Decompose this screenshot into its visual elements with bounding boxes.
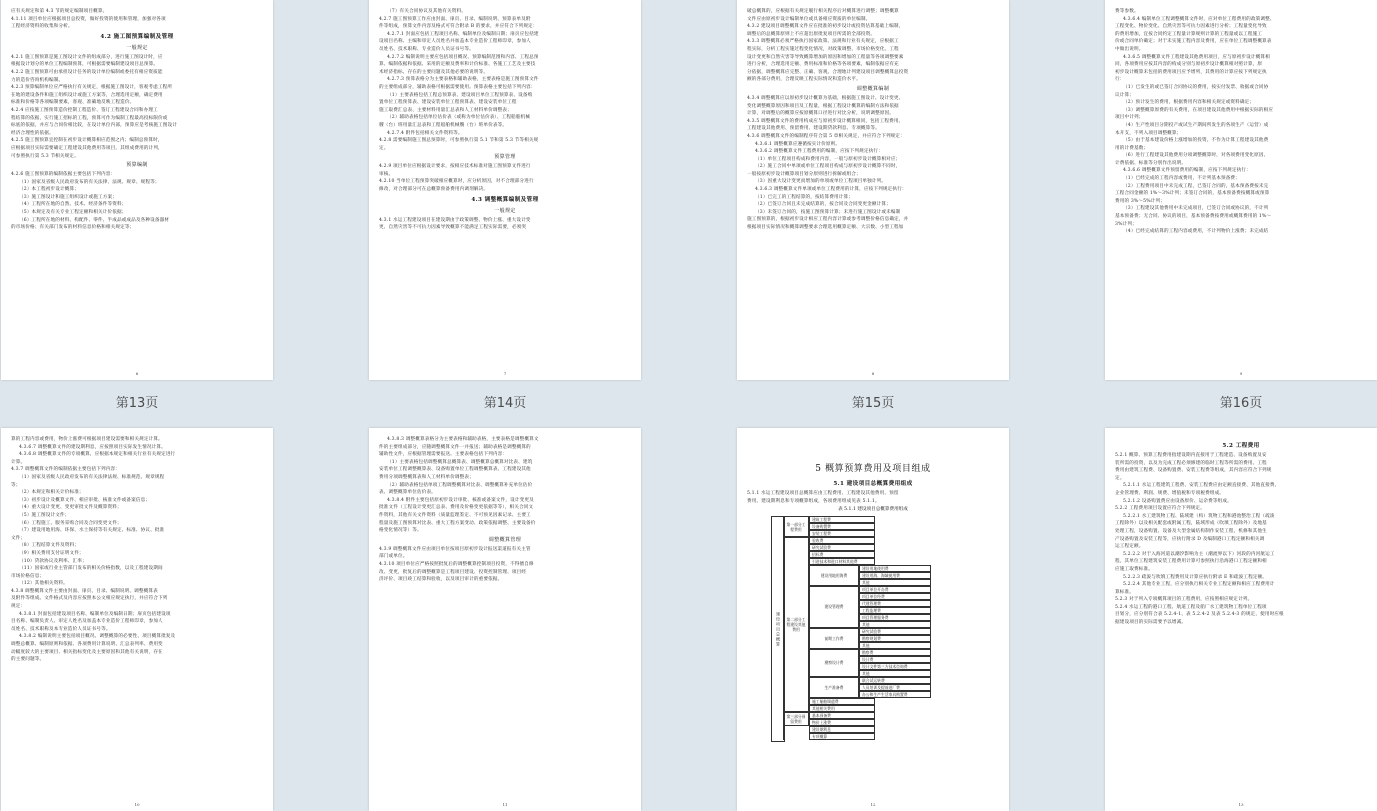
tree-leaf: 其他 bbox=[859, 642, 931, 649]
page-thumbnail[interactable] bbox=[1105, 0, 1377, 380]
tree-group bbox=[783, 726, 809, 740]
text-line: （1）已完工的工程结算的，按结算费用计算； bbox=[755, 194, 853, 200]
subsection-heading: 调整概算编制 bbox=[856, 85, 890, 92]
text-line: 4.2.7.1 封面应包括工程项目名称、编制单位及编制日期；扉页应包括建 bbox=[387, 31, 539, 37]
page-thumbnail[interactable] bbox=[1, 428, 273, 811]
section-heading: 4.2 施工图预算编制及管理 bbox=[100, 33, 174, 40]
text-line: 分依据，调整概算应完整、正确、客观、合理地计列建设项目调整概算总投资 bbox=[747, 69, 909, 75]
text-line: 力的造价咨询机构编制。 bbox=[11, 77, 64, 83]
section-heading: 5.2 工程费用 bbox=[1222, 443, 1260, 449]
text-line: 施工图预算的，根据初步设计相应工程内容计算或参考调整价格信息确定，并 bbox=[747, 217, 909, 223]
text-line: （6）工程所在地的材料、构配件、零件、半成品或成品及各种设备器材 bbox=[19, 217, 170, 223]
tree-item: 基本预备费 bbox=[809, 712, 875, 719]
tree-item: 其他相关费用 bbox=[809, 705, 875, 712]
tree-leaf: 设计文件第三方技术咨询费 bbox=[859, 663, 931, 670]
text-line: 费等参数。 bbox=[1115, 9, 1139, 14]
page-thumbnail[interactable] bbox=[1105, 428, 1377, 811]
text-line: 基本预备费；无合同、协议的项目，基本预备费按费用或概算费用的 1%～ bbox=[1115, 214, 1272, 220]
text-line: 运工程定额。 bbox=[1115, 544, 1144, 550]
text-line: 5.2.1.1 水运工程建筑工程费、安装工程费应由定额直接费、其他直接费、 bbox=[1123, 483, 1280, 489]
text-line: 置单位工程预算表、建设安装单位工程预算表、建设安装单位工程 bbox=[379, 100, 517, 106]
text-line: 行： bbox=[1115, 77, 1125, 83]
text-line: 产设备购置及安装工程等，应执行附录 D 及编制港口工程定额和相关调 bbox=[1115, 536, 1265, 542]
text-line: 定。 bbox=[1115, 475, 1125, 481]
text-line: （2）辅助表格包括单项工程调整概算对比表、调整概算补充单位估价 bbox=[387, 482, 533, 488]
text-line: 费用的 3%～5%计列； bbox=[1115, 198, 1165, 204]
page-thumbnail[interactable] bbox=[369, 0, 641, 380]
text-line: 4.3.8.2 编制说明主要包括项目概况、调整概算的必要性、项目概算批复及 bbox=[19, 634, 176, 640]
text-line: 4.3.5 调整概算文件的费用构成应与原初步设计概算相同，包括工程费用、 bbox=[747, 118, 904, 124]
text-line: 件的主要组成部分，应随调整概算文件一并报送；辅助表格是调整概算的 bbox=[379, 444, 531, 450]
text-line: 经济合理性的依据。 bbox=[11, 130, 54, 136]
text-line: 在地的建设条件和施工组织设计或施工方案等，合理选用定额，确定费用 bbox=[11, 92, 163, 98]
text-line: 件等组成，预算文件内容及格式可符合附录 B 的要求，并应符合下列规定： bbox=[379, 24, 538, 30]
text-line: 4.3.6.7 调整概算文件的建设期利息，应按照项目实际发生情况计算。 bbox=[19, 444, 166, 450]
text-line: （8）工程结算文件及资料； bbox=[19, 543, 79, 549]
text-line: 5.2.3 对于列入专项概算项目的工程费用，应按照相应规定计列。 bbox=[1115, 597, 1253, 603]
text-line: 4.3.6.6 调整概算文件预留费用的编制，应按下列规定执行： bbox=[1123, 168, 1251, 174]
text-line: 4.3.8.3 调整概算表格分为主要表格和辅助表格，主要表格是调整概算文 bbox=[387, 437, 539, 442]
text-line: 格变化情况等）等。 bbox=[379, 528, 422, 534]
tree-subgroup: 前期工作费 bbox=[809, 628, 859, 649]
text-line: 程量及施工图预算对比表、重大工程方案变动、政策依据调整、主要设备价 bbox=[379, 520, 536, 526]
text-line: 5.2.1 概算、预算工程费用指建设期内直接用于工程建造、设备购置及安 bbox=[1115, 453, 1267, 458]
text-line: 表、调整概算单位估价表。 bbox=[379, 490, 436, 496]
text-line: 费用由建筑工程费、设备购置费、安装工程费等组成，其内容应符合下列规 bbox=[1115, 468, 1272, 474]
text-line: 定。 bbox=[379, 145, 389, 151]
text-line: 根据项目实际情况和概算调整要求合理选用概算定额、大宗数、小型工程加 bbox=[747, 225, 904, 231]
page-text bbox=[379, 436, 631, 797]
text-line: 4.3.6 调整概算文件的编制程序符合第 5 章相关规定，并应符合下列规定： bbox=[747, 133, 905, 139]
text-line: （1）主要表格包括工程总预算表、建设项目单位工程预算表、设备购 bbox=[387, 92, 533, 98]
text-line: （4）已经完成结算的工程内容或费用，不计列物价上涨费；未完成结 bbox=[1123, 229, 1269, 235]
text-line: 费用分项调整概算表和人工材料单价调整表； bbox=[379, 474, 474, 480]
text-line: 4.2.7.4 附件包括相关文件资料等。 bbox=[387, 130, 463, 136]
page-label[interactable]: 第13页 bbox=[115, 396, 159, 411]
tree-leaf: 设计费 bbox=[859, 656, 931, 663]
text-line: 4.2.7.3 预算表格分为主要表格和辅助表格，主要表格是施工图预算文件 bbox=[387, 77, 539, 83]
text-line: 4.3.6.8 调整概算文件的专项概算，应根据本规定和相关行业有关规定进行 bbox=[19, 452, 176, 458]
text-line: 文件应由原初步设计编制单位或具备相应资质的单位编制。 bbox=[747, 16, 871, 22]
tree-root: 建设项目总概算 bbox=[771, 516, 785, 742]
text-line: 4.2.9 项目单位应根据设计要求，按相应技术标准对施工图预算文件进行 bbox=[379, 164, 531, 170]
text-line: 4.1.11 项目单位应根据项目总投资，做好投资的使用和管理，加强对各项 bbox=[11, 16, 166, 22]
text-line: （5）由于基本建设价格上涨增加的投资，不作为计算工程建设其他费 bbox=[1123, 138, 1269, 144]
tree-leaf: 勘察规划费 bbox=[859, 635, 931, 642]
page-text bbox=[747, 8, 999, 366]
tree-item: 验收费 bbox=[809, 537, 875, 544]
tree-leaf: 办公和生产生活家具购置费 bbox=[859, 691, 931, 698]
text-line: 应有关规定和第 4.3 节的规定编制项目概算。 bbox=[11, 9, 108, 14]
text-line: 4.2.1 施工图预算是施工图设计文件的组成部分，进行施工图设计时，应 bbox=[11, 54, 163, 60]
text-line: 4.2.2 施工图预算可由承担设计任务的设计单位编制或委托有相应资质能 bbox=[11, 69, 163, 75]
text-line: （5）施工图设计文件； bbox=[19, 512, 70, 518]
text-line: 的主要组成部分，辅助表格可根据需要使用。预算表格主要包括下列内容： bbox=[379, 84, 536, 90]
text-line: 4.3.3 调整概算必须严格执行国家政策、法规和行业有关规定，应根据工 bbox=[747, 39, 899, 45]
text-line: 4.3.7 调整概算文件的编制依据主要包括下列内容： bbox=[11, 467, 120, 473]
tree-leaf: 勘察费 bbox=[859, 649, 931, 656]
text-line: 费用、建设期利息和专项概算组成，各项费用组成见表 5.1.1。 bbox=[747, 498, 880, 504]
tree-leaf: 其他 bbox=[859, 621, 931, 628]
subsection-heading: 预算编制 bbox=[126, 162, 148, 169]
text-line: 5.2.2.1 水工建筑物工程、陆域建（构）筑物工程和港池整治工程（疏浚 bbox=[1123, 513, 1275, 519]
tree-subgroup: 生产准备费 bbox=[809, 677, 859, 698]
text-line: 艘（台）班用量汇总表和工程船舶机械艘（台）班单价表等。 bbox=[379, 122, 508, 128]
text-line: 程结算的依据，实行施工招标的工程，预算可作为编制工程最高投标限价或 bbox=[11, 115, 168, 121]
text-line: 5.2.1.2 设备购置费应由设备原价、运杂费等组成。 bbox=[1123, 498, 1232, 504]
page-thumbnail[interactable] bbox=[1, 0, 273, 380]
text-line: 济评价、项目竣工结算和验收，以及项目审计的重要依据。 bbox=[379, 577, 503, 583]
text-line: （5）本规定及有关专业工程定额和相关计价依据； bbox=[19, 210, 127, 216]
page-number: 9 bbox=[1239, 371, 1243, 376]
tree-subgroup: 建设管理费 bbox=[809, 586, 859, 628]
text-line: 4.3.6.4 编制单位工程调整概算文件时，应对单位工程费用的政策调整、 bbox=[1123, 16, 1275, 22]
text-line: （11）国家或行业主管部门发布的相关价格指数，以及工程建设期间 bbox=[19, 566, 163, 572]
text-line: （7）建设用地用海、环保、水土保持等有关规定、标准、协议、批准 bbox=[19, 528, 165, 534]
text-line: 处理工程，设备购置、设备及大型金属结构制作安装工程，机修和其他生 bbox=[1115, 528, 1267, 534]
page-label[interactable]: 第14页 bbox=[483, 396, 527, 411]
subsection-heading: 预算管理 bbox=[494, 154, 516, 161]
text-line: 的市场价格；有关部门发布的材料信息价格和相关规定等； bbox=[11, 225, 135, 231]
text-line: 计算。 bbox=[11, 459, 26, 465]
page-label[interactable]: 第16页 bbox=[1219, 396, 1263, 411]
text-line: 4.3.6.3 调整概算文件单项或单位工程费用的计算，应按下列规定执行： bbox=[755, 187, 907, 193]
text-line: 标准和价格等各项编制要素，客观、准确地反映工程造价。 bbox=[11, 100, 135, 106]
tree-item: 建设期利息 bbox=[809, 726, 875, 733]
text-line: （3）调整概算原费的有关费用，在项目建设其他费用中根据实际的相应 bbox=[1123, 107, 1274, 113]
text-line: 装所需的投资，以及为完成工程必须修建的临时工程等所需的费用。工程 bbox=[1115, 460, 1267, 466]
text-line: 4.3.9 调整概算文件应由项目单位按项目原初步设计报送渠道报有关主管 bbox=[379, 546, 531, 552]
text-line: 批准文件（工程设计变更汇总表、费用及价格变更依据等等），相关合同文 bbox=[379, 505, 534, 511]
text-line: （9）相关费用支付证明文件； bbox=[19, 550, 84, 556]
text-line: 件资料，其他有关文件资料（质量监理鉴定、不可预见因素记录、主要工 bbox=[379, 512, 531, 518]
text-line: 安装单位工程调整概算表、设备购置单位工程调整概算表、工程建设其他 bbox=[379, 467, 531, 473]
text-line: （2）预计发生的费用，根据费用内容和相关规定或资料确定； bbox=[1123, 100, 1255, 106]
text-line: 修改，对合理部分可在总概算预备费用内调剂解决。 bbox=[379, 187, 489, 193]
text-line: （1）国家及省级人民政府发布的有关法律、法规、规章、规程等； bbox=[19, 179, 160, 185]
page-number: 11 bbox=[502, 802, 508, 807]
table-caption: 表 5.1.1 建设项目总概算费用组成 bbox=[838, 507, 908, 513]
tree-group: 第二部分工程建设其他费用 bbox=[783, 537, 809, 712]
text-line: （4）生产性项目分期投产或试生产期间所发生的各项生产（运营）成 bbox=[1123, 122, 1269, 128]
text-line: 4.2.10 当单位工程预算突破相应概算时，应分析原因，对不合理部分进行 bbox=[379, 179, 534, 185]
page-number: 8 bbox=[871, 371, 875, 376]
text-line: （1）主要表格包括调整概算总概算表、调整概算总概算对比表、建筑 bbox=[387, 459, 533, 465]
text-line: 应施工取费标准。 bbox=[1115, 566, 1153, 572]
page-thumbnail[interactable] bbox=[737, 0, 1009, 380]
text-line: 4.3.8.4 附件主要包括原初步设计审批、核准或备案文件，设计变更及 bbox=[387, 497, 534, 503]
text-line: （2）施工合同中单项或单位工程项目构成与原初步设计概算不同时， bbox=[755, 164, 901, 170]
tree-leaf: 项目单位开办费 bbox=[859, 586, 931, 593]
tree-leaf: 建设用海、海域使用费 bbox=[859, 572, 931, 579]
text-line: 部门或单位。 bbox=[379, 554, 408, 560]
text-line: 4.2.7.2 编制说明主要应包括项目概况、预算编制范围和内容、工程总预 bbox=[387, 54, 539, 60]
text-line: （2）本规定和相关计价标准； bbox=[19, 490, 84, 496]
text-line: 工程建设其他费用、预留费用、建设期贷款利息、专项概算等。 bbox=[747, 126, 880, 132]
tree-item: 建筑工程费 bbox=[809, 516, 875, 523]
section-heading: 4.3 调整概算编制及管理 bbox=[471, 196, 539, 203]
text-line: （12）其他相关资料。 bbox=[19, 581, 68, 587]
text-line: 术经济指标、存在的主要问题及其他必要的说明等。 bbox=[379, 69, 489, 75]
text-line: （6）进行工程建设其他费用分项调整概算时，对各项费用变化原因、 bbox=[1123, 153, 1269, 159]
text-line: 工程除外）以及相关配套或附属工程，陆域形成（吹填工程除外）及地基 bbox=[1115, 521, 1267, 527]
tree-leaf: 代建管理费 bbox=[859, 600, 931, 607]
subsection-heading: 调整概算管理 bbox=[488, 536, 522, 543]
text-line: （4）工程所在地的自然、技术、经济条件等资料； bbox=[19, 202, 127, 208]
text-line: 的主要问题等。 bbox=[11, 657, 45, 663]
text-line: 5.2.2.2 对于入海河道以潮汐影响为主（潮流界以下）河段的内河航运工 bbox=[1123, 551, 1275, 557]
text-line: 设计变更和自然灾害等导致概算增加的原因和增加的工程量等各项调整要素 bbox=[747, 54, 904, 60]
text-line: （3）工程建设其他费用中未完成项目，已签订合同或协议的，不计列 bbox=[1123, 206, 1269, 212]
text-line: 目划分，应分别符合表 5.2.4-1、表 5.2.4-2 及表 5.2.4-3 的规定，使用时应根 bbox=[1115, 612, 1284, 618]
text-line: 用的计费基数； bbox=[1115, 145, 1149, 151]
text-line: 审核。 bbox=[379, 171, 394, 177]
text-line: 5.2.2.4 其他专业工程，应分别执行相关专业工程定额和相应工程费用计 bbox=[1123, 582, 1275, 588]
text-line: （1）国家及省级人民政府发布的有关法律法规、标准规范、规章规程 bbox=[19, 474, 165, 480]
page-number: 13 bbox=[1238, 802, 1244, 807]
text-line: 项目中计列； bbox=[1115, 115, 1144, 121]
text-line: （2）辅助表格包括单位估价表（或称为单位估价表）、工程船舶机械 bbox=[387, 115, 531, 121]
text-line: 算标准。 bbox=[1115, 589, 1134, 595]
text-line: 同，各项费用应按其内容的构成分别与原初步设计概算相对照计算，原 bbox=[1115, 62, 1263, 68]
text-line: 4.3.6.5 调整概算文件工程建设其他费用项目，应与原初步设计概算相 bbox=[1123, 54, 1270, 60]
text-line: 4.2.4 应按施工图预算造价控制工程造价、签订工程建设合同和办理工 bbox=[11, 107, 158, 113]
tree-leaf: 建设用地使用费 bbox=[859, 565, 931, 572]
text-line: 4.2.8 需要编制施工图总预算时，可参照执行第 5.1 节和第 5.3 节等相关规 bbox=[379, 138, 539, 144]
text-line: 议计算； bbox=[1115, 92, 1134, 98]
text-line: 算、编制依据和依据、采用的定额及费率和计价标准、各施工工艺及主要技 bbox=[379, 62, 536, 68]
text-line: （3）初步设计及概算文件、相应审批、核准文件或备案信息； bbox=[19, 497, 151, 503]
page-text bbox=[1115, 436, 1367, 797]
text-line: 4.2.3 预算编制单位应严格执行有关规定，根据施工图设计，客观考虑工程所 bbox=[11, 85, 173, 91]
text-line: 4.3.4 调整概算应以原初步设计概算为基础，根据施工图设计、设计变更、 bbox=[747, 95, 904, 101]
text-line: 程实际，分析工程实施过程变化情况，对政策调整、市场价格变化、工程 bbox=[747, 46, 899, 52]
tree-item: 引进技术和进口材料其他费 bbox=[809, 558, 875, 565]
text-line: 价或合同单价确定；对于未实施工程内容及费用，应在单位工程调整概算表 bbox=[1115, 39, 1272, 45]
text-line: 进行分析，合理选用定额、费用标准和价格等各项要素，编制依据应有充 bbox=[747, 62, 899, 68]
text-line: 破总概算的，应根据有关规定履行相关程序后对概算进行调整；调整概算 bbox=[747, 9, 899, 14]
text-line: 3%计列； bbox=[1115, 221, 1137, 227]
text-line: 5.2.2 工程费用项目设置应符合下列规定。 bbox=[1115, 506, 1205, 512]
text-line: 5.1.1 水运工程建设项目总概算应由工程费用、工程建设其他费用、预留 bbox=[747, 491, 899, 496]
page-text bbox=[1115, 8, 1367, 366]
text-line: 5.2.4 水运工程的港口工程、航道工程及船厂水工建筑物工程单位工程项 bbox=[1115, 604, 1267, 610]
text-line: 额的各部分费用，合理反映工程实际情况和造价水平。 bbox=[747, 77, 861, 83]
cost-composition-tree bbox=[771, 516, 971, 740]
tree-item: 安装工程费 bbox=[809, 530, 875, 537]
text-line: （2）本工程初步设计概算； bbox=[19, 187, 79, 193]
text-line: 及附件等组成。文件格式及内容应按照本公文相应规定执行，并应符合下列 bbox=[11, 596, 168, 602]
tree-leaf: 联合试运转费 bbox=[859, 677, 931, 684]
text-line: 员姓名、技术职称及本专业造价人员证书号等。 bbox=[11, 626, 111, 632]
tree-leaf: 其他 bbox=[859, 670, 931, 677]
tree-group: 第一部分工程费用 bbox=[783, 516, 809, 537]
tree-subgroup: 建设用地用海费 bbox=[809, 565, 859, 586]
page-text bbox=[11, 436, 263, 797]
text-line: 中做出说明。 bbox=[1115, 46, 1144, 52]
text-line: 目名称、编制负责人、审定人姓名及加盖本专业造价工程师印章，参加人 bbox=[11, 619, 163, 625]
text-line: 设项目名称、主编和审定人员姓名并加盖本专业造价工程师印章，参加人 bbox=[379, 39, 531, 45]
page-number: 7 bbox=[503, 371, 507, 376]
text-line: （2）已签订合同且未完成结算的，按合同及合同变更金额计算； bbox=[755, 202, 891, 208]
tree-leaf: 项目管理服务费 bbox=[859, 614, 931, 621]
text-line: 一般按原初步设计概算项目划分原则进行拆解或组合； bbox=[747, 171, 861, 177]
text-line: （3）因重大设计变更而增加的单项或单位工程项目单独计列。 bbox=[755, 179, 887, 185]
section-heading: 5.1 建设项目总概算费用组成 bbox=[833, 481, 913, 487]
text-line: 据建设项目的实际需要予以增减。 bbox=[1115, 620, 1187, 626]
text-line: 工程合同金额的 1%～3%计列；未签订合同的，基本预备费按概算或预算 bbox=[1115, 191, 1270, 197]
text-line: 4.3.8.1 封面包括建设项目名称、编制单位及编制日期；扉页包括建设项 bbox=[19, 611, 171, 617]
tree-group: 第三部分预留费用 bbox=[783, 712, 809, 726]
text-line: 更、自然灾害等不可抗力因素导致概算不能满足工程实际需要，必须突 bbox=[379, 225, 527, 231]
tree-item: 专项概算 bbox=[809, 733, 875, 740]
page-number: 6 bbox=[135, 371, 139, 376]
tree-leaf: 项目单位经费 bbox=[859, 593, 931, 600]
text-line: 应根据项目实际需要确定工程建设其他费用等项目，其组成费用的计列， bbox=[11, 145, 163, 151]
tree-leaf: 工程监理费 bbox=[859, 607, 931, 614]
text-line: 本开支，不列入项目调整概算； bbox=[1115, 130, 1182, 136]
text-line: 调整总概算、编制原则和依据、各项费用计算说明、汇总表列率、费用变 bbox=[11, 642, 163, 648]
text-line: 市场价格信息； bbox=[11, 573, 45, 579]
tree-leaf: 研究试验费 bbox=[859, 628, 931, 635]
tree-item: 设备购置费 bbox=[809, 523, 875, 530]
page-label[interactable]: 第15页 bbox=[851, 396, 895, 411]
text-line: （3）施工图设计和施工组织设计或施工方案； bbox=[19, 194, 117, 200]
text-line: 动幅度较大的主要项目、相关指标变化及主要原因和其他有关说明，存在 bbox=[11, 649, 163, 655]
page-text bbox=[11, 8, 263, 366]
page-text bbox=[379, 8, 631, 366]
text-line: 计费依据、标准等分别作出说明。 bbox=[1115, 160, 1187, 166]
text-line: 文件； bbox=[11, 535, 26, 541]
text-line: 算的工程内容或费用，物价上涨费可根据项目建设需要和相关规定计算。 bbox=[11, 437, 163, 442]
text-line: 4.2.5 施工图预算宜控制在初步设计概算相应范围之内；编制总预算时， bbox=[11, 138, 163, 144]
text-line: （10）贷款协议及利率、汇率； bbox=[19, 558, 87, 564]
tree-item: 研究试验费 bbox=[809, 544, 875, 551]
text-line: （7）有关合同协议及其他有关资料。 bbox=[387, 9, 466, 14]
text-line: 等； bbox=[11, 482, 21, 488]
text-line: 4.2.7 施工图预算工作应由封面、扉页、目录、编制说明、预算表单及附 bbox=[379, 16, 531, 22]
page-text bbox=[747, 436, 999, 797]
tree-subgroup: 勘察设计费 bbox=[809, 649, 859, 677]
text-line: 辅助性文件，应根据管理需要报送。主要表格包括下列内容： bbox=[379, 452, 508, 458]
page-number: 10 bbox=[134, 802, 140, 807]
text-line: 企业管理费、利润、规费、增值税和专项税费组成。 bbox=[1115, 490, 1225, 496]
text-line: 4.3.6.2 调整概算文件工程费用的编制，应按下列规定执行： bbox=[755, 149, 883, 155]
tree-item: 招标费 bbox=[809, 551, 875, 558]
tree-item: 物价上涨费 bbox=[809, 719, 875, 726]
text-line: 4.3.6.1 调整概算应遵循按实计价原则。 bbox=[755, 141, 841, 147]
text-line: 施工取费汇总表、主要材料用量汇总表和人工材料单价调整表； bbox=[379, 107, 512, 113]
text-line: 工程变化、物价变化、自然灾害等可抗力因素进行分析；工程量变化导致 bbox=[1115, 24, 1267, 30]
text-line: 4.2.6 施工图预算的编制依据主要包括下列内容： bbox=[11, 172, 116, 178]
text-line: 可参照执行第 5.3 节相关规定。 bbox=[11, 153, 79, 159]
text-line: 4.3.10 项目单位应严格按照批复后的调整概算控制项目投资，不得擅自修 bbox=[379, 561, 534, 567]
text-line: 规定： bbox=[11, 604, 26, 610]
text-line: （3）未签订合同的，按施工图预算计算；未进行施工图设计或未编制 bbox=[755, 209, 901, 215]
text-line: 计算，对调整后的概算应按原概算口径进行对比分析，说明调整原因。 bbox=[747, 111, 895, 117]
text-line: （1）单位工程项目构成和费用内容，一般与原初步设计概算相对应； bbox=[755, 156, 901, 162]
page-thumbnail[interactable] bbox=[737, 428, 1009, 811]
text-line: 初步设计概算未包括的费用项目应予增列，其费用的计算应按下列规定执 bbox=[1115, 69, 1267, 75]
subsection-heading: 一般规定 bbox=[494, 207, 516, 214]
text-line: 4.3.8 调整概算文件主要由封面、扉页、目录、编制说明、调整概算表 bbox=[11, 588, 158, 594]
tree-leaf: 其他 bbox=[859, 579, 931, 586]
page-thumbnail[interactable] bbox=[369, 428, 641, 811]
text-line: （1）已经完成的工程内容或费用，不计列基本预备费； bbox=[1123, 176, 1240, 182]
tree-leaf: 人员培训及提前进厂费 bbox=[859, 684, 931, 691]
text-line: （6）工程施工、服务采购合同及合同变更文件； bbox=[19, 520, 122, 526]
text-line: （1）已发生的或已签订合同协议的费用，按实付发票、收据或合同协 bbox=[1123, 84, 1269, 90]
text-line: （4）重大设计变更、变更审批文件及概算资料； bbox=[19, 505, 122, 511]
text-line: 标底的依据，并应与合同价相比较，在设计单位内部，预算应是考核施工图设计 bbox=[11, 123, 178, 129]
text-line: 5.2.2.3 疏浚与吹填工程费用及计算应执行附录 E 和疏浚工程定额。 bbox=[1123, 574, 1268, 580]
text-line: 变化调整概算原因和项目及工程量，根据工程设计概算的编制方法和依据 bbox=[747, 103, 899, 109]
text-line: 改、变更，批复后的调整概算是工程项目建设、投资控制管理、项目经 bbox=[379, 569, 527, 575]
text-line: 根据设计划分的单位工程编制预算，可根据需要编制建设项目总预算。 bbox=[11, 62, 159, 68]
text-line: 员姓名、技术职称、专业造价人员证书号等。 bbox=[379, 46, 474, 52]
text-line: 4.3.1 水运工程建设项目在建设期由于政策调整、物价上涨、重大设计变 bbox=[379, 217, 531, 223]
text-line: 的费用增加，宜按合同约定工程量计算规则计算的工程量或以工程施工 bbox=[1115, 31, 1263, 37]
page-number: 12 bbox=[870, 802, 876, 807]
text-line: （2）工程费用项目中未完成工程，已签订合同的，基本预备费按未完 bbox=[1123, 183, 1269, 189]
tree-item: 施工船舶调遣费 bbox=[809, 698, 875, 705]
text-line: 调整后的总概算原则上不应超出原批复项目所需的全部投资。 bbox=[747, 31, 876, 37]
text-line: 4.3.2 建设项目调整概算文件应在批准的初步设计或投资估算基础上编制， bbox=[747, 24, 904, 30]
chapter-title: 5 概算预算费用及项目组成 bbox=[815, 464, 931, 474]
subsection-heading: 一般规定 bbox=[126, 44, 148, 51]
text-line: 程，其单位工程建筑安装工程费用计算可参照执行沿海港口工程定额和相 bbox=[1115, 559, 1267, 565]
text-line: 工程经济资料的收集和分析。 bbox=[11, 24, 73, 30]
